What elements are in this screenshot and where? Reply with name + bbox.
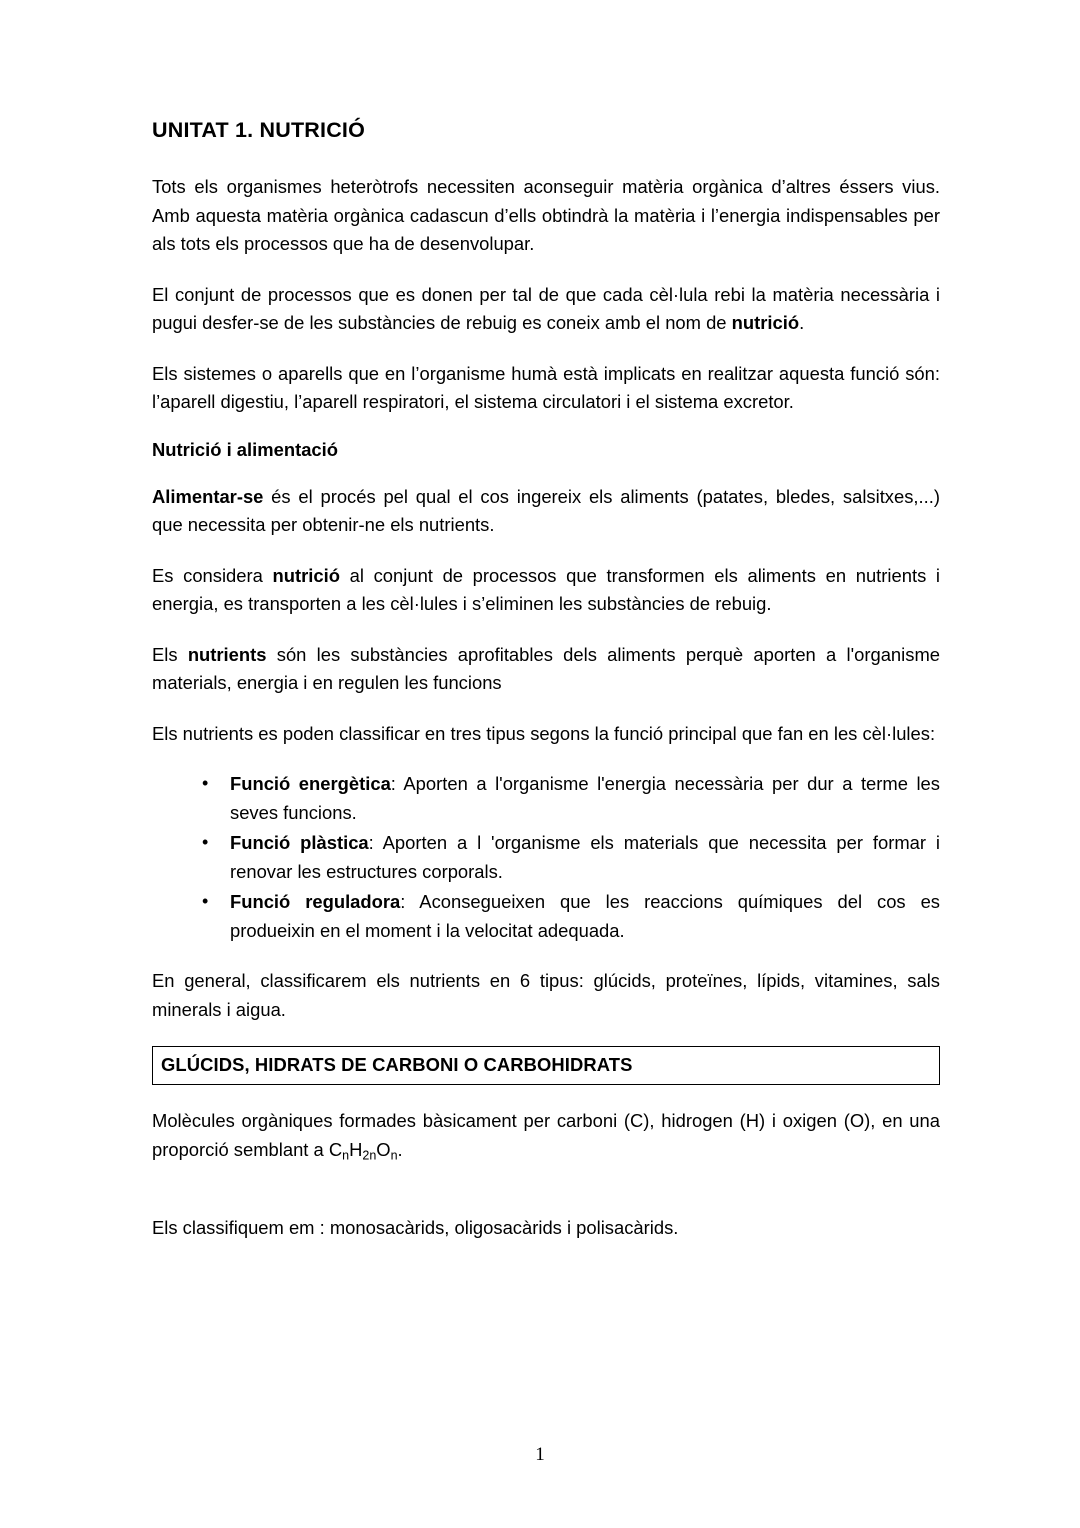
list-item	[230, 888, 940, 945]
paragraph-sis-tipus: En general, classificarem els nutrients en 6 tipus: glúcids, proteïnes, lípids, vitamines, sals minerals i aigua.	[152, 970, 940, 1020]
term-nutricio: nutrició	[731, 312, 800, 334]
bullet-text: : Aporten a l 'organisme els materials que necessita per formar i renovar les estructures corporals.	[230, 832, 940, 882]
page-number: 1	[535, 1444, 545, 1465]
formula-subscript: n	[342, 1148, 350, 1163]
paragraph-intro: Tots els organismes heteròtrofs necessiten aconseguir matèria orgànica d’altres éssers vius. Amb aquesta matèria orgànica cadascun d’ells obtindrà la matèria i l’energia indispensables per als tots els processos que ha de desenvolupar.	[152, 176, 940, 255]
paragraph-text-part: El conjunt de processos que es donen per tal de que cada cèl·lula rebi la matèria necessària i pugui desfer-se de les substàncies de rebuig es coneix amb el nom de	[152, 283, 940, 334]
paragraph-text-part: són les substàncies aprofitables dels aliments perquè aporten a l'organisme materials, energia i en regulen les funcions	[152, 643, 940, 694]
paragraph-text-part: és el procés pel qual el cos ingereix els aliments (patates, bledes, salsitxes,...) que necessita per obtenir-ne els nutrients.	[152, 485, 940, 536]
paragraph-text-part: .	[799, 312, 805, 334]
paragraph-text-part: Es considera	[152, 564, 273, 586]
paragraph-text-part: Els	[152, 643, 188, 665]
subheading-nutricio-alimentacio: Nutrició i alimentació	[152, 438, 338, 460]
paragraph-es-considera-nutricio	[152, 562, 940, 619]
paragraph-classificacio-intro: Els nutrients es poden classificar en tres tipus segons la funció principal que fan en les cèl·lules:	[152, 722, 936, 744]
paragraph-text-part: .	[397, 1138, 403, 1160]
list-item	[230, 829, 940, 886]
paragraph-molecules	[152, 1107, 940, 1165]
paragraph-text-part: al conjunt de processos que transformen els aliments en nutrients i energia, es transporten a les cèl·lules i s’eliminen les substàncies de rebuig.	[152, 564, 941, 615]
paragraph-nutrients	[152, 641, 940, 698]
bullet-term: Funció energètica	[230, 773, 391, 795]
page-title: UNITAT 1. NUTRICIÓ	[152, 118, 366, 142]
paragraph-text-part: Molècules orgàniques formades bàsicament per carboni (C), hidrogen (H) i oxigen (O), en una proporció semblant a C	[152, 1110, 940, 1160]
paragraph-alimentar-se	[152, 483, 940, 540]
list-item	[230, 770, 940, 827]
formula-subscript: n	[390, 1148, 398, 1163]
term-alimentar-se: Alimentar-se	[152, 485, 264, 507]
formula-subscript: 2n	[362, 1148, 377, 1163]
section-title: GLÚCIDS, HIDRATS DE CARBONI O CARBOHIDRATS	[161, 1054, 633, 1076]
functions-list	[152, 770, 940, 945]
section-header-box	[152, 1046, 940, 1085]
spacer	[152, 1188, 940, 1214]
bullet-text: : Aconsegueixen que les reaccions químiques del cos es produeixin en el moment i la velocitat adequada.	[230, 891, 940, 941]
formula-element: O	[376, 1138, 391, 1160]
bullet-term: Funció reguladora	[230, 891, 401, 913]
paragraph-classifiquem: Els classifiquem em : monosacàrids, oligosacàrids i polisacàrids.	[152, 1216, 679, 1238]
formula-element: H	[349, 1138, 363, 1160]
paragraph-nutricio-definition	[152, 281, 940, 338]
bullet-text: : Aporten a l'organisme l'energia necessària per dur a terme les seves funcions.	[230, 773, 940, 823]
paragraph-sistemes: Els sistemes o aparells que en l’organisme humà està implicats en realitzar aquesta funció són: l’aparell digestiu, l’aparell respiratori, el sistema circulatori i el sistema excretor.	[152, 362, 940, 413]
bullet-term: Funció plàstica	[230, 832, 369, 854]
term-nutricio-2: nutrició	[272, 564, 340, 586]
term-nutrients: nutrients	[187, 643, 267, 665]
